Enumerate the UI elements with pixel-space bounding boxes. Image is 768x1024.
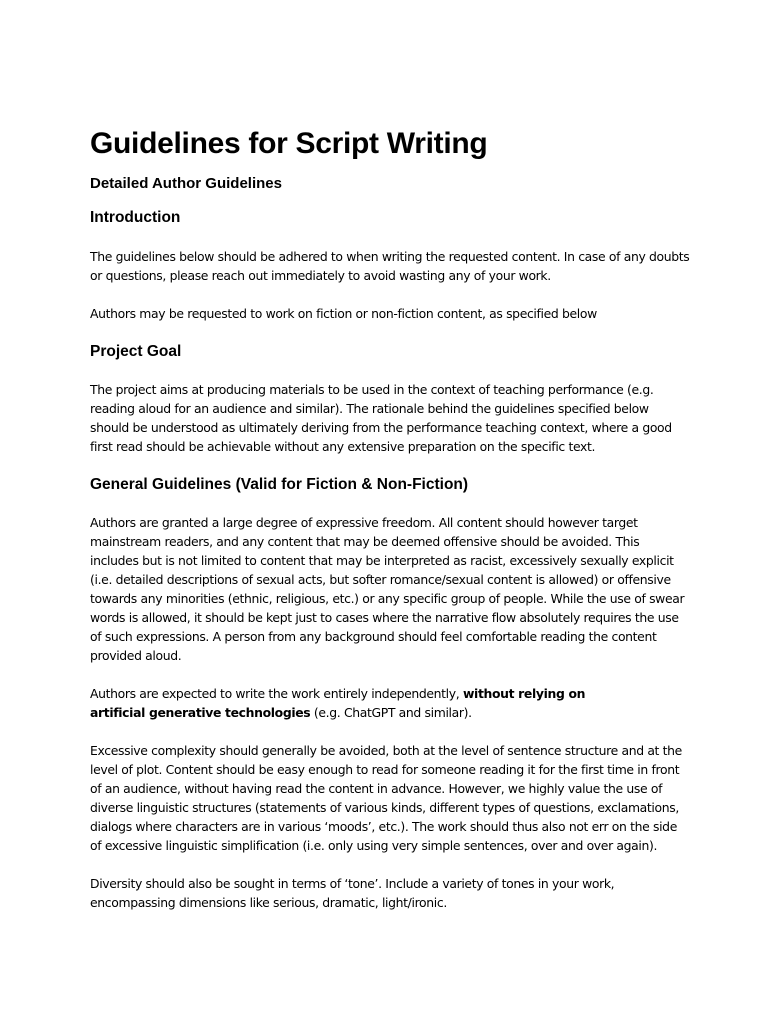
introduction-paragraph-2: Authors may be requested to work on fiction or non-fiction content, as specified below <box>90 306 597 321</box>
general-guidelines-paragraph-1: Authors are granted a large degree of expressive freedom. All content should however target mainstream readers, and any content that may be deemed offensive should be avoided. This includes but is not limited to content that may be interpreted as racist, excessively sexually explicit (i.e. detailed descriptions of sexual acts, but softer romance/sexual content is allowed) or offensive towards any minorities (ethnic, religious, etc.) or any specific group of people. While the use of swear words is allowed, it should be kept just to cases where the narrative flow absolutely requires the use of such expressions. A person from any background should feel comfortable reading the content provided aloud. <box>90 515 685 663</box>
document-subtitle: Detailed Author Guidelines <box>90 175 282 192</box>
general-guidelines-paragraph-3: Excessive complexity should generally be avoided, both at the level of sentence structure and at the level of plot. Content should be easy enough to read for someone reading it for the first time in front of an audience, without having read the content in advance. However, we highly value the use of diverse linguistic structures (statements of various kinds, different types of questions, exclamations, dialogs where characters are in various ‘moods’, etc.). The work should thus also not err on the side of excessive linguistic simplification (i.e. only using very simple sentences, over and over again). <box>90 743 682 853</box>
p2-bold-1: without relying on <box>462 686 586 701</box>
p2-bold-2: artificial generative technologies <box>90 705 311 720</box>
general-guidelines-paragraph-4: Diversity should also be sought in terms of ‘tone’. Include a variety of tones in your work, encompassing dimensions like serious, dramatic, light/ironic. <box>90 876 615 910</box>
general-guidelines-paragraph-2 <box>90 684 690 722</box>
project-goal-heading: Project Goal <box>90 343 182 360</box>
p2-text-pre: Authors are expected to write the work entirely independently, <box>90 686 463 701</box>
document-title: Guidelines for Script Writing <box>90 127 488 160</box>
introduction-paragraph-1: The guidelines below should be adhered to when writing the requested content. In case of any doubts or questions, please reach out immediately to avoid wasting any of your work. <box>90 249 690 283</box>
p2-text-post: (e.g. ChatGPT and similar). <box>310 705 472 720</box>
project-goal-paragraph: The project aims at producing materials to be used in the context of teaching performance (e.g. reading aloud for an audience and similar). The rationale behind the guidelines specified below should be understood as ultimately deriving from the performance teaching context, where a good first read should be achievable without any extensive preparation on the specific text. <box>90 382 672 454</box>
general-guidelines-heading: General Guidelines (Valid for Fiction & Non-Fiction) <box>90 476 469 493</box>
introduction-heading: Introduction <box>90 209 181 226</box>
document-page <box>90 124 690 931</box>
